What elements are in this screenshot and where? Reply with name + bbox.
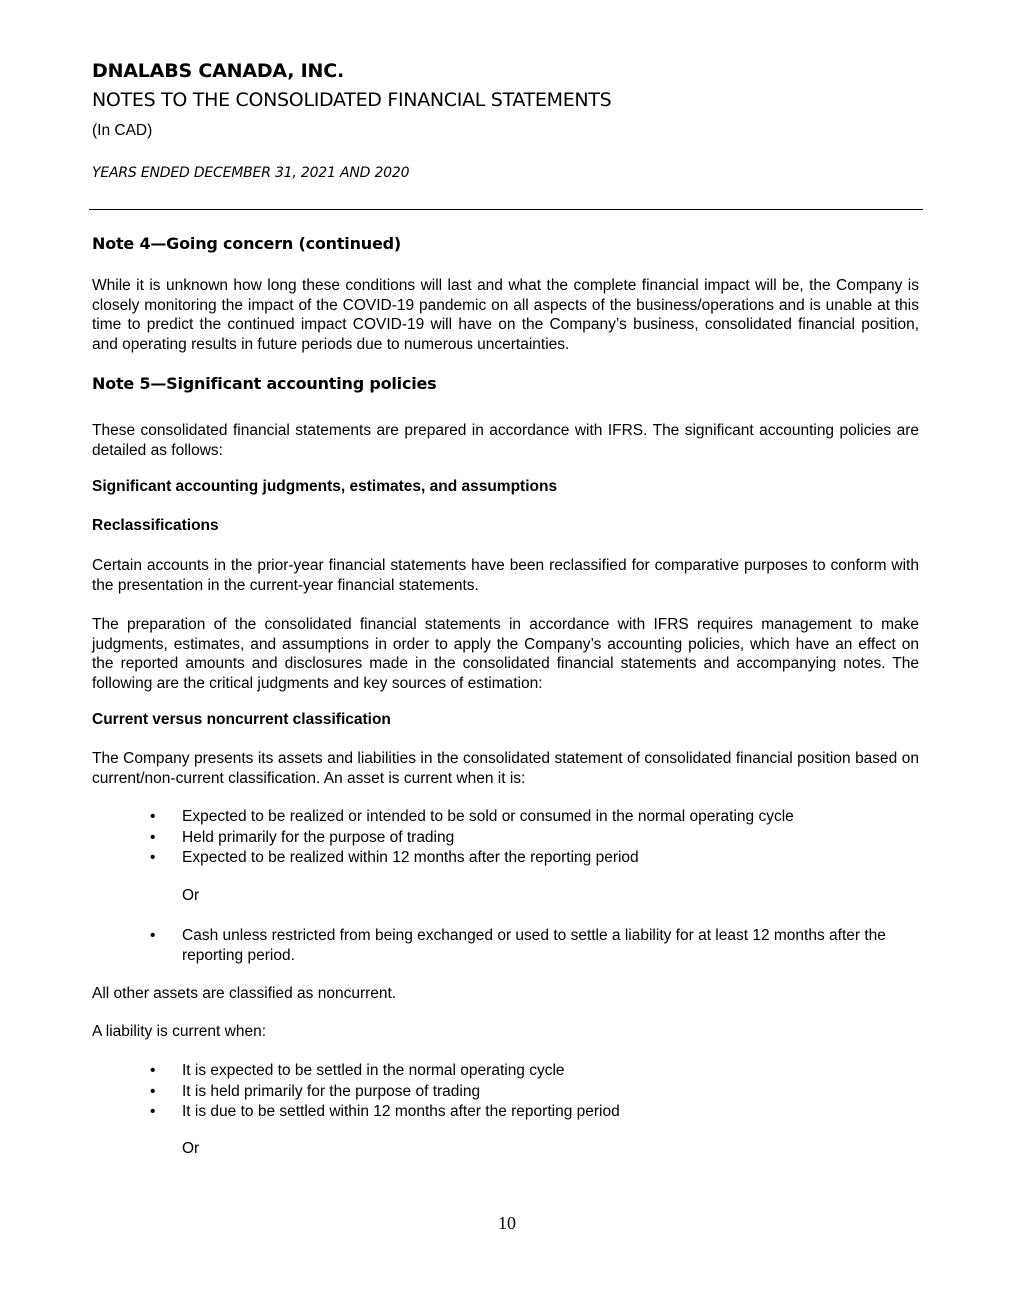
classification-heading: Current versus noncurrent classification: [92, 711, 391, 728]
bullet-icon: •: [150, 828, 156, 846]
or-separator: Or: [182, 887, 200, 904]
list-item-text: Cash unless restricted from being exchanged or used to settle a liability for at least 12 months after the reporting period.: [182, 927, 886, 964]
bullet-icon: •: [150, 1082, 156, 1100]
list-item-text: Held primarily for the purpose of trading: [182, 828, 455, 846]
bullet-icon: •: [150, 1062, 156, 1079]
list-item-text: It is expected to be settled in the normal operating cycle: [182, 1062, 565, 1079]
judgments-heading: Significant accounting judgments, estimates, and assumptions: [92, 478, 558, 495]
note-5-heading: Note 5—Significant accounting policies: [92, 374, 437, 393]
list-item-text: Expected to be realized or intended to be sold or consumed in the normal operating cycle: [182, 808, 794, 825]
list-item-text: It is held primarily for the purpose of trading: [182, 1082, 481, 1100]
bullet-icon: •: [150, 808, 156, 825]
reclassifications-paragraph: Certain accounts in the prior-year financial statements have been reclassified for comparative purposes to conform with the presentation in the current-year financial statements.: [92, 557, 919, 594]
document-title: NOTES TO THE CONSOLIDATED FINANCIAL STATEMENTS: [92, 89, 612, 111]
noncurrent-assets-text: All other assets are classified as noncurrent.: [92, 985, 397, 1002]
list-item: [150, 926, 920, 965]
bullet-icon: •: [150, 849, 156, 866]
list-item: [150, 848, 920, 869]
classification-paragraph: The Company presents its assets and liabilities in the consolidated statement of consolidated financial position based on current/non-current classification. An asset is current when it is:: [92, 750, 919, 787]
list-item: [150, 1082, 920, 1103]
list-item-text: Expected to be realized within 12 months after the reporting period: [182, 849, 639, 866]
note-4-heading: Note 4—Going concern (continued): [92, 234, 401, 253]
preparation-paragraph: The preparation of the consolidated financial statements in accordance with IFRS requires management to make judgments, estimates, and assumptions in order to apply the Company’s accounting policies, which have an effect on the reported amounts and disclosures made in the consolidated financial statements and accompanying notes. The following are the critical judgments and key sources of estimation:: [92, 616, 919, 692]
company-name: DNALABS CANADA, INC.: [92, 60, 345, 82]
page-number: 10: [498, 1213, 516, 1233]
list-item: [150, 1102, 920, 1123]
note-4-paragraph: While it is unknown how long these conditions will last and what the complete financial impact will be, the Company is closely monitoring the impact of the COVID-19 pandemic on all aspects of the business/operations and is unable at this time to predict the continued impact COVID-19 will have on the Company’s business, consolidated financial position, and operating results in future periods due to numerous uncertainties.: [92, 277, 919, 353]
list-item: [150, 828, 920, 849]
reporting-period: YEARS ENDED DECEMBER 31, 2021 AND 2020: [92, 165, 410, 181]
asset-cash-list: [150, 926, 920, 965]
list-item: [150, 1061, 920, 1082]
asset-criteria-list: [150, 807, 920, 869]
liability-criteria-list: [150, 1061, 920, 1123]
note-5-intro-paragraph: These consolidated financial statements are prepared in accordance with IFRS. The significant accounting policies are detailed as follows:: [92, 422, 919, 459]
currency-note: (In CAD): [92, 122, 153, 139]
list-item: [150, 807, 920, 828]
reclassifications-heading: Reclassifications: [92, 517, 219, 534]
header-divider: [89, 209, 923, 210]
or-separator: Or: [182, 1140, 200, 1157]
liability-intro-text: A liability is current when:: [92, 1023, 267, 1040]
list-item-text: It is due to be settled within 12 months after the reporting period: [182, 1103, 620, 1120]
bullet-icon: •: [150, 1103, 156, 1120]
bullet-icon: •: [150, 927, 156, 944]
